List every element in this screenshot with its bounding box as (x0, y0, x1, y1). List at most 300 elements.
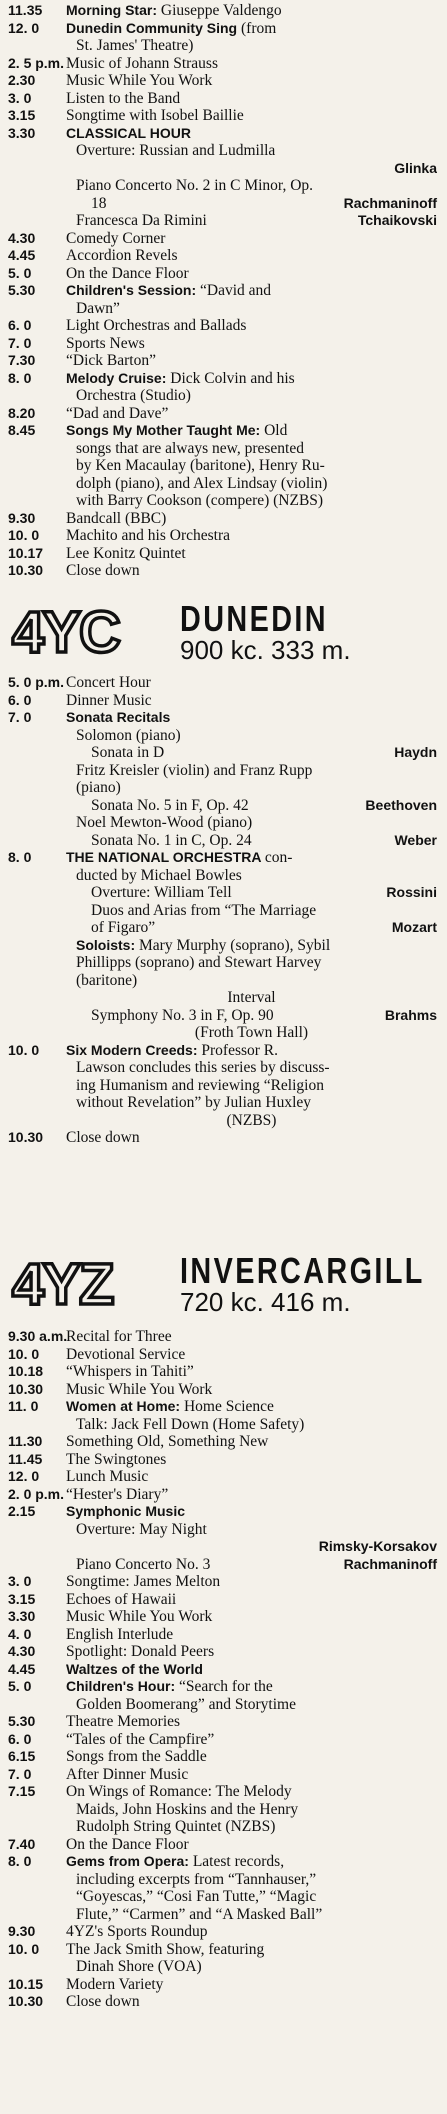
program-detail: Music While You Work (66, 1380, 213, 1398)
program-detail: Sonata No. 1 in C, Op. 24 (91, 831, 252, 849)
listing-text (66, 160, 437, 178)
listing-text (66, 762, 437, 780)
program-detail: Noel Mewton-Wood (piano) (76, 814, 253, 831)
listing-row (0, 1748, 447, 1766)
program-detail: Overture: May Night (76, 1520, 207, 1538)
listing-text (66, 1853, 437, 1871)
listing-row (0, 72, 447, 90)
listing-text (66, 1836, 437, 1854)
program-detail: (NZBS) (226, 1111, 277, 1129)
program-detail: Devotional Service (66, 1345, 186, 1363)
listing-row (0, 1696, 447, 1714)
listing-time: 5.30 (8, 1713, 36, 1729)
listing-text (66, 1024, 437, 1042)
program-detail: ing Humanism and reviewing “Religion (76, 1076, 324, 1094)
program-detail: On Wings of Romance: The Melody (66, 1783, 292, 1800)
listing-text (66, 1678, 437, 1696)
program-detail: St. James' Theatre) (76, 37, 194, 54)
listing-text (66, 370, 437, 388)
listing-row (0, 195, 447, 213)
listing-time: 10.30 (8, 1129, 44, 1145)
listing-row (0, 744, 447, 762)
listing-text (66, 1059, 437, 1077)
listing-row (0, 797, 447, 815)
program-detail: Songtime with Isobel Baillie (66, 107, 244, 124)
listing-text (66, 1042, 437, 1060)
listing-text (66, 1416, 437, 1434)
listing-text (66, 1976, 437, 1994)
listing-time: 6. 0 (8, 317, 32, 333)
listing-text (66, 1538, 437, 1556)
program-detail: without Revelation” by Julian Huxley (76, 1094, 312, 1111)
listing-text (66, 1958, 437, 1976)
listing-row (0, 562, 447, 580)
listing-row (0, 282, 447, 300)
composer-name: Brahms (381, 1007, 437, 1025)
listing-time: 5. 0 (8, 264, 32, 281)
program-title: Melody Cruise: (66, 369, 171, 386)
listing-text (66, 1661, 437, 1679)
listing-text (66, 125, 437, 143)
listing-row (0, 937, 447, 955)
listing-text (66, 709, 437, 727)
listing-text (66, 1573, 437, 1591)
listing-time: 4.45 (8, 247, 36, 263)
program-detail: Rudolph String Quintet (NZBS) (76, 1818, 276, 1835)
listing-text (66, 1941, 437, 1959)
listing-row (0, 335, 447, 353)
listing-text (66, 1626, 437, 1644)
listing-row (0, 954, 447, 972)
listing-text (66, 475, 437, 493)
listing-text (66, 1346, 437, 1364)
listing-row (0, 265, 447, 283)
program-detail: Comedy Corner (66, 229, 166, 247)
program-title: CLASSICAL HOUR (66, 124, 191, 141)
listing-text (66, 1591, 437, 1609)
listing-time: 11.30 (8, 1433, 43, 1449)
listing-text (66, 440, 437, 458)
program-title: Songs My Mother Taught Me: (66, 422, 265, 438)
program-detail: “Goyescas,” “Cosi Fan Tutte,” “Magic (76, 1888, 317, 1905)
listing-text (66, 335, 437, 353)
listing-text (66, 1094, 437, 1112)
listings-section-4yz (0, 1328, 447, 2011)
listing-row (0, 1433, 447, 1451)
listing-time: 7.15 (8, 1783, 36, 1799)
listing-row (0, 849, 447, 867)
program-detail: “Dick Barton” (66, 352, 156, 369)
program-detail: Talk: Jack Fell Down (Home Safety) (76, 1415, 305, 1433)
listing-row (0, 867, 447, 885)
program-detail: Lee Konitz Quintet (66, 544, 186, 562)
composer-name: Rossini (382, 884, 437, 902)
listing-row (0, 1112, 447, 1130)
program-detail: 4YZ's Sports Roundup (66, 1923, 208, 1940)
listing-text (66, 1451, 437, 1469)
listing-text (66, 55, 437, 73)
listing-text (66, 230, 437, 248)
listing-text (66, 1871, 437, 1889)
program-detail: After Dinner Music (66, 1765, 189, 1783)
program-detail: Old (264, 422, 288, 439)
program-detail: Professor R. (201, 1041, 279, 1059)
listing-time: 10. 0 (8, 527, 40, 543)
listing-text (66, 1381, 437, 1399)
listing-text (66, 1503, 437, 1521)
program-detail: Symphony No. 3 in F, Op. 90 (91, 1006, 274, 1024)
program-detail: On the Dance Floor (66, 1835, 189, 1853)
program-detail: English Interlude (66, 1625, 174, 1643)
program-detail: “Dad and Dave” (66, 404, 169, 422)
station-frequency: 900 kc. 333 m. (180, 635, 351, 665)
listing-time: 5.30 (8, 282, 36, 298)
program-detail: “Hester's Diary” (66, 1485, 169, 1503)
listing-time: 11. 0 (8, 1398, 39, 1414)
listing-text (66, 919, 437, 937)
program-detail: Dick Colvin and his (170, 369, 295, 387)
program-detail: Close down (66, 562, 140, 579)
program-detail: Modern Variety (66, 1975, 164, 1993)
program-title: Gems from Opera: (66, 1853, 193, 1869)
program-detail: Theatre Memories (66, 1713, 181, 1730)
listing-text (66, 107, 437, 125)
listing-row (0, 317, 447, 335)
program-detail: “Whispers in Tahiti” (66, 1363, 194, 1380)
listing-time: 10.18 (8, 1363, 44, 1379)
listing-text (66, 405, 437, 423)
program-detail: Lawson concludes this series by discuss- (76, 1059, 330, 1076)
program-title: THE NATIONAL ORCHESTRA (66, 849, 265, 865)
listing-text (66, 1731, 437, 1749)
listing-row (0, 247, 447, 265)
composer-name: Rachmaninoff (340, 1556, 437, 1574)
listing-time: 11.35 (8, 2, 43, 18)
listing-text (66, 2, 437, 20)
listing-time: 11.45 (8, 1450, 43, 1467)
listing-time: 10. 0 (8, 1041, 40, 1058)
program-title: Rimsky-Korsakov (318, 1538, 437, 1554)
program-detail: “Search for the (179, 1678, 273, 1695)
listing-time: 9.30 (8, 1923, 36, 1939)
program-detail: (Froth Town Hall) (194, 1024, 309, 1041)
listing-time: 2. 5 p.m. (8, 54, 65, 71)
program-detail: Lunch Music (66, 1468, 149, 1485)
listing-text (66, 1713, 437, 1731)
listing-text (66, 1112, 437, 1130)
listing-time: 2.15 (8, 1503, 36, 1519)
listing-time: 6. 0 (8, 691, 32, 708)
listing-text (66, 1748, 437, 1766)
listing-text (66, 814, 437, 832)
listing-row (0, 1643, 447, 1661)
listing-row (0, 779, 447, 797)
listing-row (0, 230, 447, 248)
listing-row (0, 1766, 447, 1784)
listing-text (66, 902, 437, 920)
listing-text (66, 1608, 437, 1626)
listing-row (0, 107, 447, 125)
program-detail: Songs from the Saddle (66, 1748, 207, 1765)
listing-row (0, 387, 447, 405)
listing-row (0, 1591, 447, 1609)
listings-section-4yc (0, 674, 447, 1147)
program-detail: Flute,” “Carmen” and “A Masked Ball” (76, 1905, 323, 1923)
program-detail: Machito and his Orchestra (66, 527, 230, 544)
listing-row (0, 1381, 447, 1399)
listing-text (66, 1906, 437, 1924)
listing-text (66, 282, 437, 300)
program-detail: Sonata in D (91, 744, 165, 761)
listing-row (0, 1678, 447, 1696)
listing-row (0, 2, 447, 20)
listing-row (0, 1042, 447, 1060)
listing-row (0, 160, 447, 178)
listing-text (66, 744, 437, 762)
program-detail: “Tales of the Campfire” (66, 1730, 215, 1748)
listing-text (66, 1888, 437, 1906)
listing-row (0, 1328, 447, 1346)
listing-text (66, 352, 437, 370)
listing-row (0, 1801, 447, 1819)
program-detail: Giuseppe Valdengo (160, 2, 282, 19)
listing-time: 3.15 (8, 107, 36, 123)
program-title: Symphonic Music (66, 1503, 186, 1519)
listing-row (0, 1094, 447, 1112)
program-title: Glinka (394, 159, 437, 176)
listing-text (66, 1993, 437, 2011)
listing-time: 10. 0 (8, 1940, 40, 1957)
listing-text (66, 1801, 437, 1819)
listing-text (66, 1328, 437, 1346)
program-detail: The Swingtones (66, 1450, 167, 1468)
listing-time: 5. 0 (8, 1678, 32, 1694)
listing-text (66, 20, 437, 38)
listing-row (0, 55, 447, 73)
composer-name: Haydn (390, 744, 437, 762)
listing-time: 3.15 (8, 1590, 36, 1607)
listing-row (0, 1888, 447, 1906)
composer-name: Beethoven (361, 797, 437, 815)
program-title: Soloists: (76, 936, 140, 953)
listing-row (0, 1059, 447, 1077)
program-detail: Latest records, (192, 1853, 285, 1870)
listing-time: 9.30 a.m. (8, 1328, 68, 1344)
program-detail: including excerpts from “Tannhauser,” (76, 1870, 317, 1888)
program-detail: ducted by Michael Bowles (76, 866, 242, 884)
program-detail: Spotlight: Donald Peers (66, 1643, 215, 1660)
listing-text (66, 37, 437, 55)
program-detail: (baritone) (76, 971, 138, 989)
listing-row (0, 972, 447, 990)
listing-time: 6.15 (8, 1748, 36, 1764)
program-detail: con- (264, 849, 293, 866)
listing-row (0, 1007, 447, 1025)
listing-row (0, 1993, 447, 2011)
listing-row (0, 1451, 447, 1469)
program-detail: Recital for Three (66, 1328, 172, 1345)
program-detail: songs that are always new, presented (76, 439, 304, 457)
listing-row (0, 1958, 447, 1976)
listing-text (66, 265, 437, 283)
program-title: Waltzes of the World (66, 1660, 203, 1677)
listing-text (66, 1783, 437, 1801)
listing-text (66, 1923, 437, 1941)
listing-row (0, 1818, 447, 1836)
composer-name: Tchaikovski (354, 212, 437, 230)
program-detail: Music While You Work (66, 72, 213, 89)
listing-row (0, 475, 447, 493)
composer-name: Weber (390, 832, 437, 850)
listing-time: 7.40 (8, 1835, 36, 1852)
program-title: Women at Home: (66, 1398, 184, 1414)
listing-row (0, 177, 447, 195)
program-detail: Dinah Shore (VOA) (76, 1958, 202, 1975)
listing-text (66, 884, 437, 902)
listing-row (0, 832, 447, 850)
program-detail: Interval (227, 989, 276, 1006)
listing-text (66, 692, 437, 710)
listing-text (66, 1398, 437, 1416)
program-title: Morning Star: (66, 2, 161, 18)
listing-text (66, 1818, 437, 1836)
listing-time: 4.30 (8, 1643, 36, 1659)
listing-time: 4.45 (8, 1660, 36, 1677)
listing-row (0, 1976, 447, 1994)
program-title: Children's Hour: (66, 1678, 179, 1694)
program-detail: (piano) (76, 779, 121, 796)
program-detail: Francesca Da Rimini (76, 212, 207, 229)
program-detail: Concert Hour (66, 674, 151, 691)
listing-time: 10. 0 (8, 1345, 40, 1362)
composer-name: Rachmaninoff (340, 195, 437, 213)
listing-row (0, 1713, 447, 1731)
listing-row (0, 1731, 447, 1749)
program-detail: Music While You Work (66, 1608, 213, 1625)
listing-time: 7. 0 (8, 334, 32, 351)
listing-row (0, 674, 447, 692)
listing-text (66, 674, 437, 692)
listing-row (0, 1836, 447, 1854)
listing-row (0, 1923, 447, 1941)
listing-row (0, 492, 447, 510)
listing-time: 10.17 (8, 544, 44, 561)
listing-text (66, 1433, 437, 1451)
listing-row (0, 457, 447, 475)
listing-text (66, 1129, 437, 1147)
listing-row (0, 510, 447, 528)
listing-row (0, 1503, 447, 1521)
program-detail: Songtime: James Melton (66, 1573, 221, 1590)
listing-row (0, 814, 447, 832)
listing-row (0, 1608, 447, 1626)
program-detail: Bandcall (BBC) (66, 509, 167, 527)
listing-text (66, 527, 437, 545)
listing-text (66, 1363, 437, 1381)
listing-row (0, 1521, 447, 1539)
program-detail: Sports News (66, 334, 145, 352)
program-detail: Echoes of Hawaii (66, 1590, 177, 1608)
listing-row (0, 1853, 447, 1871)
listing-text (66, 989, 437, 1007)
listing-row (0, 1556, 447, 1574)
listing-text (66, 317, 437, 335)
program-detail: Close down (66, 1129, 140, 1146)
listing-time: 4. 0 (8, 1625, 32, 1642)
listing-row (0, 727, 447, 745)
listing-row (0, 405, 447, 423)
listing-text (66, 779, 437, 797)
program-detail: Something Old, Something New (66, 1433, 269, 1450)
listing-row (0, 1346, 447, 1364)
listing-time: 8. 0 (8, 1853, 32, 1869)
listing-row (0, 762, 447, 780)
listing-time: 12. 0 (8, 1468, 40, 1484)
listing-row (0, 1661, 447, 1679)
listing-row (0, 300, 447, 318)
program-detail: Fritz Kreisler (violin) and Franz Rupp (76, 761, 313, 779)
program-detail: Piano Concerto No. 2 in C Minor, Op. (76, 177, 314, 194)
program-detail: Light Orchestras and Ballads (66, 317, 247, 334)
listing-text (66, 1766, 437, 1784)
station-city-name: INVERCARGILL (180, 1250, 425, 1291)
listing-row (0, 422, 447, 440)
listing-time: 6. 0 (8, 1730, 32, 1747)
listing-row (0, 1398, 447, 1416)
program-detail: Home Science (183, 1398, 274, 1415)
listing-row (0, 1871, 447, 1889)
listing-row (0, 1626, 447, 1644)
listing-text (66, 492, 437, 510)
listing-text (66, 937, 437, 955)
program-detail: Mary Murphy (soprano), Sybil (139, 936, 331, 954)
listing-text (66, 142, 437, 160)
station-frequency: 720 kc. 416 m. (180, 1287, 351, 1317)
program-detail: Duos and Arias from “The Marriage (91, 901, 317, 919)
listing-text (66, 72, 437, 90)
program-detail: Sonata No. 5 in F, Op. 42 (91, 796, 249, 814)
svg-text:4YC: 4YC (12, 600, 119, 658)
listings-section-main (0, 2, 447, 580)
composer-name: Mozart (388, 919, 437, 937)
program-detail: Golden Boomerang” and Storytime (76, 1695, 296, 1713)
listing-row (0, 884, 447, 902)
listing-time: 7. 0 (8, 709, 32, 725)
listing-row (0, 142, 447, 160)
listing-text (66, 510, 437, 528)
station-logo-4yz (10, 1252, 158, 1310)
listing-row (0, 902, 447, 920)
program-detail: The Jack Smith Show, featuring (66, 1940, 265, 1958)
station-logo-4yc (10, 600, 158, 658)
listing-row (0, 1024, 447, 1042)
program-detail: Overture: William Tell (91, 884, 232, 901)
station-city-name: DUNEDIN (180, 598, 329, 639)
listing-time: 3.30 (8, 124, 36, 141)
listing-text (66, 1468, 437, 1486)
program-detail: Music of Johann Strauss (66, 54, 218, 72)
listing-row (0, 692, 447, 710)
listing-text (66, 562, 437, 580)
program-detail: Accordion Revels (66, 247, 178, 264)
listing-row (0, 1363, 447, 1381)
listing-row (0, 20, 447, 38)
listing-text (66, 457, 437, 475)
listing-text (66, 247, 437, 265)
listing-text (66, 1696, 437, 1714)
listing-text (66, 727, 437, 745)
listing-row (0, 370, 447, 388)
